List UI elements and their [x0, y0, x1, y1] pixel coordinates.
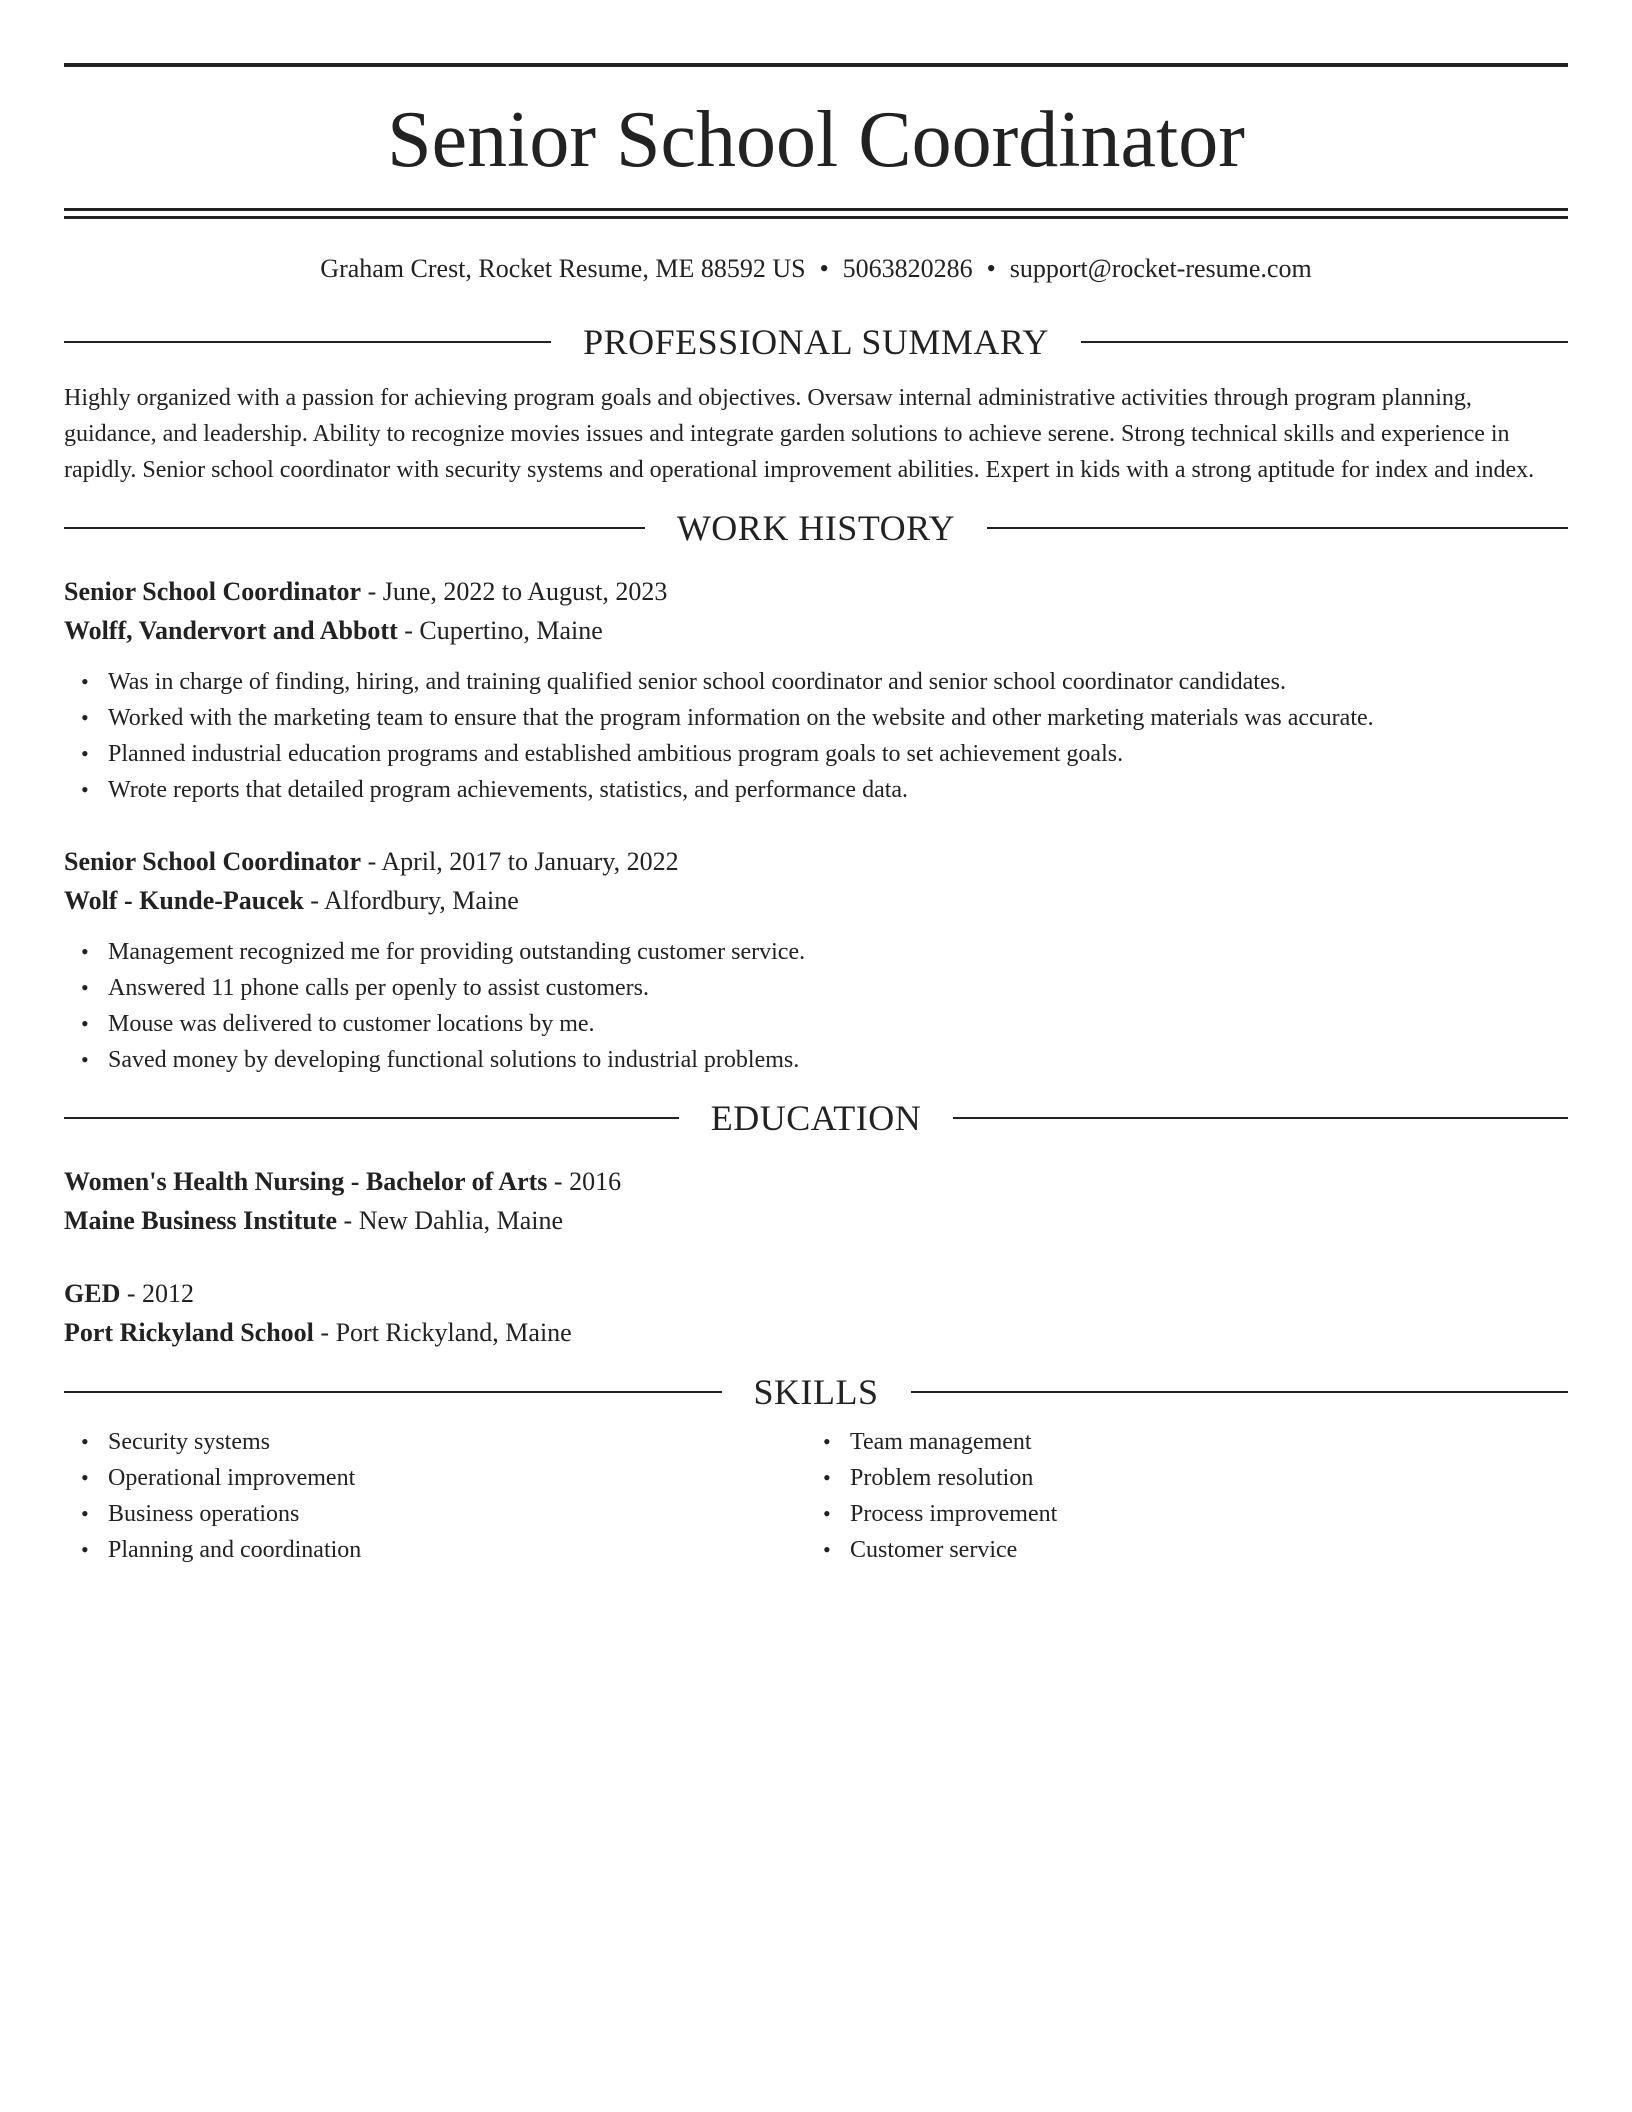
school-line: [64, 1201, 1568, 1240]
school-name: Port Rickyland School: [64, 1318, 314, 1347]
skill-item: • Business operations: [108, 1496, 806, 1532]
divider-line: [1081, 341, 1568, 343]
contact-line: [64, 252, 1568, 286]
candidate-name: Senior School Coordinator: [387, 96, 1245, 184]
divider-line: [953, 1117, 1568, 1119]
skills-columns: [64, 1424, 1568, 1568]
skills-list-right: [806, 1424, 1548, 1568]
list-item: • Mouse was delivered to customer locations by me.: [108, 1006, 1568, 1042]
job-location: - Alfordbury, Maine: [303, 886, 519, 915]
education-entry: [64, 1274, 1568, 1352]
degree-year: - 2016: [547, 1167, 622, 1196]
job-location: - Cupertino, Maine: [397, 616, 603, 645]
list-item: • Saved money by developing functional solutions to industrial problems.: [108, 1042, 1568, 1078]
job-title-line: [64, 842, 1568, 881]
job-company: Wolff, Vandervort and Abbott: [64, 616, 398, 645]
list-item: • Planned industrial education programs and established ambitious program goals to set achievement goals.: [108, 736, 1568, 772]
school-location: - New Dahlia, Maine: [337, 1206, 564, 1235]
contact-address: Graham Crest, Rocket Resume, ME 88592 US: [320, 254, 806, 283]
section-header-summary: [64, 320, 1568, 364]
divider-line: [911, 1391, 1569, 1393]
contact-separator: •: [819, 254, 829, 283]
summary-text: Highly organized with a passion for achieving program goals and objectives. Oversaw internal administrative activities through program planning, guidance, and leadership. Ability to recognize movies issues and integrate garden solutions to achieve serene. Strong technical skills and experience in rapidly. Senior school coordinator with security systems and operational improvement abilities. Expert in kids with a strong aptitude for index and index.: [64, 385, 1535, 483]
degree-line: [64, 1274, 1568, 1313]
divider-line: [64, 1391, 722, 1393]
divider-line: [64, 1117, 679, 1119]
job-title: Senior School Coordinator: [64, 847, 362, 876]
skill-item: • Operational improvement: [108, 1460, 806, 1496]
section-title-work: WORK HISTORY: [676, 508, 956, 548]
job-dates: - April, 2017 to January, 2022: [361, 847, 679, 876]
job-company: Wolf - Kunde-Paucek: [64, 886, 304, 915]
job-company-line: [64, 611, 1568, 650]
header-double-rule: [64, 208, 1568, 219]
skill-item: • Security systems: [108, 1424, 806, 1460]
job-title: Senior School Coordinator: [64, 577, 362, 606]
job-title-line: [64, 572, 1568, 611]
divider-line: [987, 527, 1568, 529]
contact-email: support@rocket-resume.com: [1009, 254, 1312, 283]
skill-item: • Customer service: [850, 1532, 1548, 1568]
school-location: - Port Rickyland, Maine: [313, 1318, 572, 1347]
work-entry: [64, 572, 1568, 808]
education-entry: [64, 1162, 1568, 1240]
list-item: • Management recognized me for providing outstanding customer service.: [108, 934, 1568, 970]
section-title-skills: SKILLS: [753, 1372, 879, 1412]
list-item: • Worked with the marketing team to ensure that the program information on the website and other marketing materials was accurate.: [108, 700, 1568, 736]
section-header-work: [64, 506, 1568, 550]
school-name: Maine Business Institute: [64, 1206, 338, 1235]
list-item: • Was in charge of finding, hiring, and training qualified senior school coordinator and senior school coordinator candidates.: [108, 664, 1568, 700]
skill-item: • Problem resolution: [850, 1460, 1548, 1496]
section-title-summary: PROFESSIONAL SUMMARY: [583, 322, 1049, 362]
skill-item: • Process improvement: [850, 1496, 1548, 1532]
section-title-education: EDUCATION: [710, 1098, 922, 1138]
section-header-skills: [64, 1370, 1568, 1414]
contact-phone: 5063820286: [842, 254, 973, 283]
skill-item: • Planning and coordination: [108, 1532, 806, 1568]
list-item: • Answered 11 phone calls per openly to assist customers.: [108, 970, 1568, 1006]
job-duties-list: [64, 664, 1568, 808]
list-item: • Wrote reports that detailed program achievements, statistics, and performance data.: [108, 772, 1568, 808]
job-duties-list: [64, 934, 1568, 1078]
skill-item: • Team management: [850, 1424, 1548, 1460]
header-top-rule: [64, 63, 1568, 67]
section-header-education: [64, 1096, 1568, 1140]
work-entry: [64, 842, 1568, 1078]
divider-line: [64, 341, 551, 343]
job-dates: - June, 2022 to August, 2023: [361, 577, 668, 606]
contact-separator: •: [986, 254, 996, 283]
degree-year: - 2012: [120, 1279, 195, 1308]
job-company-line: [64, 881, 1568, 920]
divider-line: [64, 527, 645, 529]
degree-name: Women's Health Nursing - Bachelor of Arts: [64, 1167, 548, 1196]
school-line: [64, 1313, 1568, 1352]
degree-name: GED: [64, 1279, 121, 1308]
skills-list-left: [64, 1424, 806, 1568]
degree-line: [64, 1162, 1568, 1201]
